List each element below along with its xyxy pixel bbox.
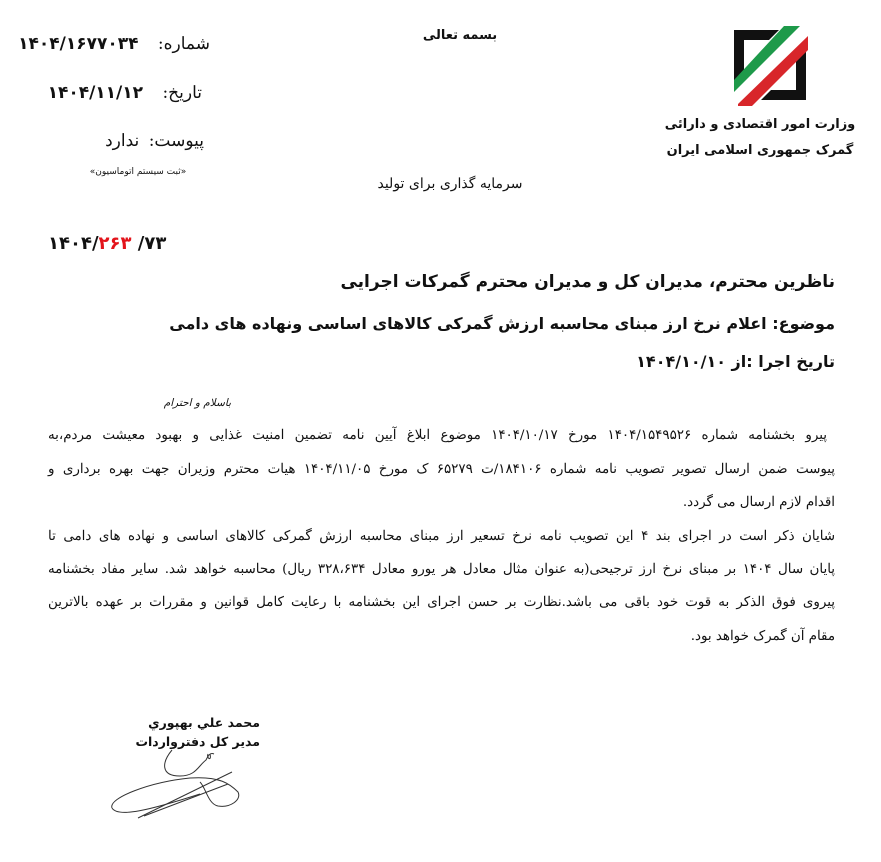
- subject-text: اعلام نرخ ارز مبنای محاسبه ارزش گمرکی کالاهای اساسی ونهاده های دامی: [169, 314, 767, 333]
- letter-attachment: [100, 131, 204, 151]
- slogan: سرمایه گذاری برای تولید: [377, 176, 523, 192]
- signatory-title: مدير كل دفترواردات: [135, 734, 260, 749]
- letter-number-value: ۱۴۰۴/۱۶۷۷۰۳۴: [18, 34, 139, 54]
- body-line-4: شایان ذکر است در اجرای بند ۴ این تصویب نامه نرخ تسعیر ارز مبنای محاسبه ارزش گمرکی کالاهای اساسی و نهاده های دامی تا: [48, 529, 836, 544]
- reference-prefix-text: /۷۳: [131, 233, 167, 254]
- body-line-5: پایان سال ۱۴۰۴ بر مبنای نرخ ارز ترجیحی(به عنوان مثال معادل هر یورو معادل ۳۲۸،۶۳۴ ریال) محاسبه خواهد شد. سایر مفاد بخشنامه: [48, 562, 835, 577]
- body-line-1: پیرو بخشنامه شماره ۱۴۰۴/۱۵۴۹۵۲۶ مورخ ۱۴۰۴/۱۰/۱۷ موضوع ابلاغ آیین نامه تضمین امنیت غذایی و بهبود معیشت مردم،به: [48, 428, 827, 443]
- attachment-value: ندارد: [105, 131, 140, 151]
- reference-serial: ۲۶۳: [98, 233, 132, 254]
- effective-date-value: ۱۴۰۴/۱۰/۱۰: [636, 352, 726, 371]
- subject: [169, 314, 835, 333]
- letter-date: [46, 83, 202, 103]
- organization-name: [655, 112, 865, 164]
- letter-date-label: تاریخ:: [162, 83, 202, 103]
- letter-number: [18, 34, 210, 54]
- handwritten-signature: [110, 748, 280, 828]
- automation-system-note: «ثبت سیستم اتوماسیون»: [89, 167, 187, 177]
- body-line-6: پیروی فوق الذکر به قوت خود باقی می باشد.نظارت بر حسن اجرای این بخشنامه با رعایت کامل قوانین و مقررات بر عهده بالاترین: [48, 595, 835, 610]
- customs-logo: [724, 20, 816, 110]
- letter-number-label: شماره:: [157, 34, 210, 54]
- invocation: بسمه تعالی: [422, 28, 498, 43]
- letter-date-value: ۱۴۰۴/۱۱/۱۲: [47, 83, 144, 103]
- body-line-2: پیوست ضمن ارسال تصویر تصویب نامه شماره ۱۸۴۱۰۶/ت ۶۵۲۷۹ ک مورخ ۱۴۰۴/۱۱/۰۵ هیات محترم وزیران جهت بهره برداری و: [48, 462, 836, 477]
- reference-number: [48, 233, 166, 254]
- signatory-name: محمد علي بهپوري: [148, 715, 260, 730]
- reference-year-text: ۱۴۰۴/: [48, 233, 99, 254]
- signature-block: [110, 713, 260, 751]
- effective-date: [636, 352, 835, 371]
- ministry-name: وزارت امور اقتصادی و دارائی: [664, 117, 856, 132]
- body-line-3: اقدام لازم ارسال می گردد.: [682, 495, 835, 510]
- addressee: ناظرین محترم، مدیران کل و مدیران محترم گمرکات اجرایی: [340, 272, 835, 292]
- subject-label: موضوع:: [772, 314, 835, 333]
- effective-date-label: تاریخ اجرا :از: [731, 352, 835, 371]
- body-line-7: مقام آن گمرک خواهد بود.: [690, 629, 835, 644]
- customs-name: گمرک جمهوری اسلامی ایران: [666, 143, 854, 158]
- signature-icon: [110, 748, 280, 828]
- greeting: باسلام و احترام: [163, 397, 231, 409]
- attachment-label: پیوست:: [148, 131, 204, 151]
- customs-logo-icon: [724, 20, 816, 110]
